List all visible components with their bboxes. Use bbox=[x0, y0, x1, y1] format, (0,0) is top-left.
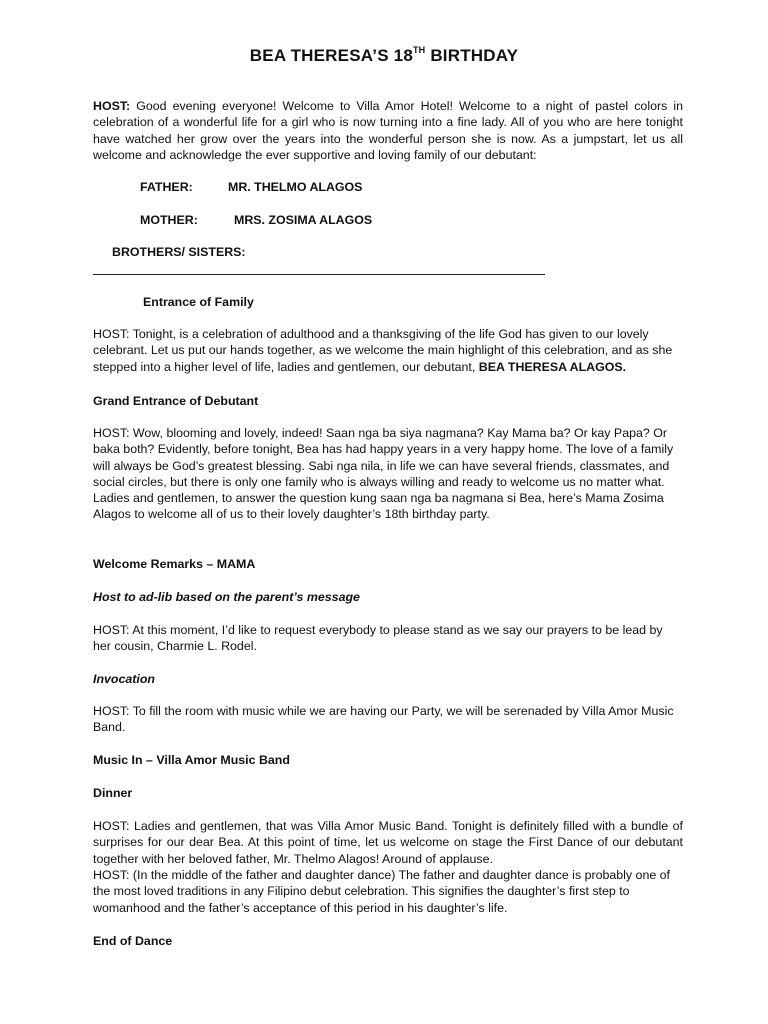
title-main: BEA THERESA’S 18 bbox=[249, 46, 413, 65]
host-intro-text: Good evening everyone! Welcome to Villa Amor Hotel! Welcome to a night of pastel colors in celebration of a wonderful life for a girl who is now turning into a fine lady. All of you who are here tonight have watched her grow over the years into the wonderful person she is now. As a jumpstart, let us all welcome and acknowledge the ever supportive and loving family of our debutant: bbox=[93, 99, 683, 162]
cue-end-of-dance: End of Dance bbox=[93, 934, 173, 948]
cue-host-adlib: Host to ad-lib based on the parent’s message bbox=[93, 590, 360, 604]
host-blooming-paragraph: HOST: Wow, blooming and lovely, indeed! Saan nga ba siya nagmana? Kay Mama ba? Or kay Papa? Or baka both? Evidently, before tonight, Bea has had happy years in a very happy home. The love of a family will always be God’s greatest blessing. Sabi nga nila, in life we can have several friends, classmates, and social circles, but there is only one family who is always willing and ready to welcome us no matter what. Ladies and gentlemen, to answer the question kung saan nga ba nagmana si Bea, here’s Mama Zosima Alagos to welcome all of us to their lovely daughter’s 18th birthday party. bbox=[93, 426, 674, 522]
debutant-name: BEA THERESA ALAGOS. bbox=[478, 359, 627, 374]
cue-invocation: Invocation bbox=[93, 672, 155, 686]
host-celebration-paragraph bbox=[93, 326, 683, 375]
siblings-blank-line bbox=[93, 274, 545, 275]
document-title bbox=[0, 46, 768, 66]
cue-entrance-of-family: Entrance of Family bbox=[143, 295, 254, 309]
host-label: HOST: bbox=[93, 99, 131, 113]
siblings-label: BROTHERS/ SISTERS: bbox=[112, 245, 246, 259]
host-father-daughter-paragraph: HOST: (In the middle of the father and daughter dance) The father and daughter dance is probably one of the most loved traditions in any Filipino debut celebration. This signifies the daughter’s first step to womanhood and the father’s acceptance of this period in his daughter’s life. bbox=[93, 868, 670, 915]
title-superscript: TH bbox=[412, 45, 426, 55]
host-celebration-text: HOST: Tonight, is a celebration of adulthood and a thanksgiving of the life God has given to our lovely celebrant. Let us put our hands together, as we welcome the main highlight of this celebration, and as she stepped into a higher level of life, ladies and gentlemen, our debutant, bbox=[93, 327, 673, 374]
host-first-dance-paragraph: HOST: Ladies and gentlemen, that was Villa Amor Music Band. Tonight is definitely filled with a bundle of surprises for our dear Bea. At this point of time, let us welcome on stage the First Dance of our debutant together with her beloved father, Mr. Thelmo Alagos! Around of applause. bbox=[93, 819, 683, 866]
cue-dinner: Dinner bbox=[93, 786, 133, 800]
mother-label: MOTHER: bbox=[140, 213, 198, 227]
host-intro-paragraph bbox=[93, 98, 683, 163]
host-prayer-paragraph: HOST: At this moment, I’d like to request everybody to please stand as we say our prayers to be lead by her cousin, Charmie L. Rodel. bbox=[93, 623, 663, 654]
father-name: MR. THELMO ALAGOS bbox=[228, 180, 363, 194]
cue-welcome-remarks: Welcome Remarks – MAMA bbox=[93, 557, 256, 571]
mother-name: MRS. ZOSIMA ALAGOS bbox=[234, 213, 373, 227]
cue-grand-entrance: Grand Entrance of Debutant bbox=[93, 394, 259, 408]
father-label: FATHER: bbox=[140, 180, 193, 194]
host-music-paragraph: HOST: To fill the room with music while we are having our Party, we will be serenaded by Villa Amor Music Band. bbox=[93, 704, 674, 735]
cue-music-in: Music In – Villa Amor Music Band bbox=[93, 753, 290, 767]
title-rest: BIRTHDAY bbox=[425, 46, 519, 65]
